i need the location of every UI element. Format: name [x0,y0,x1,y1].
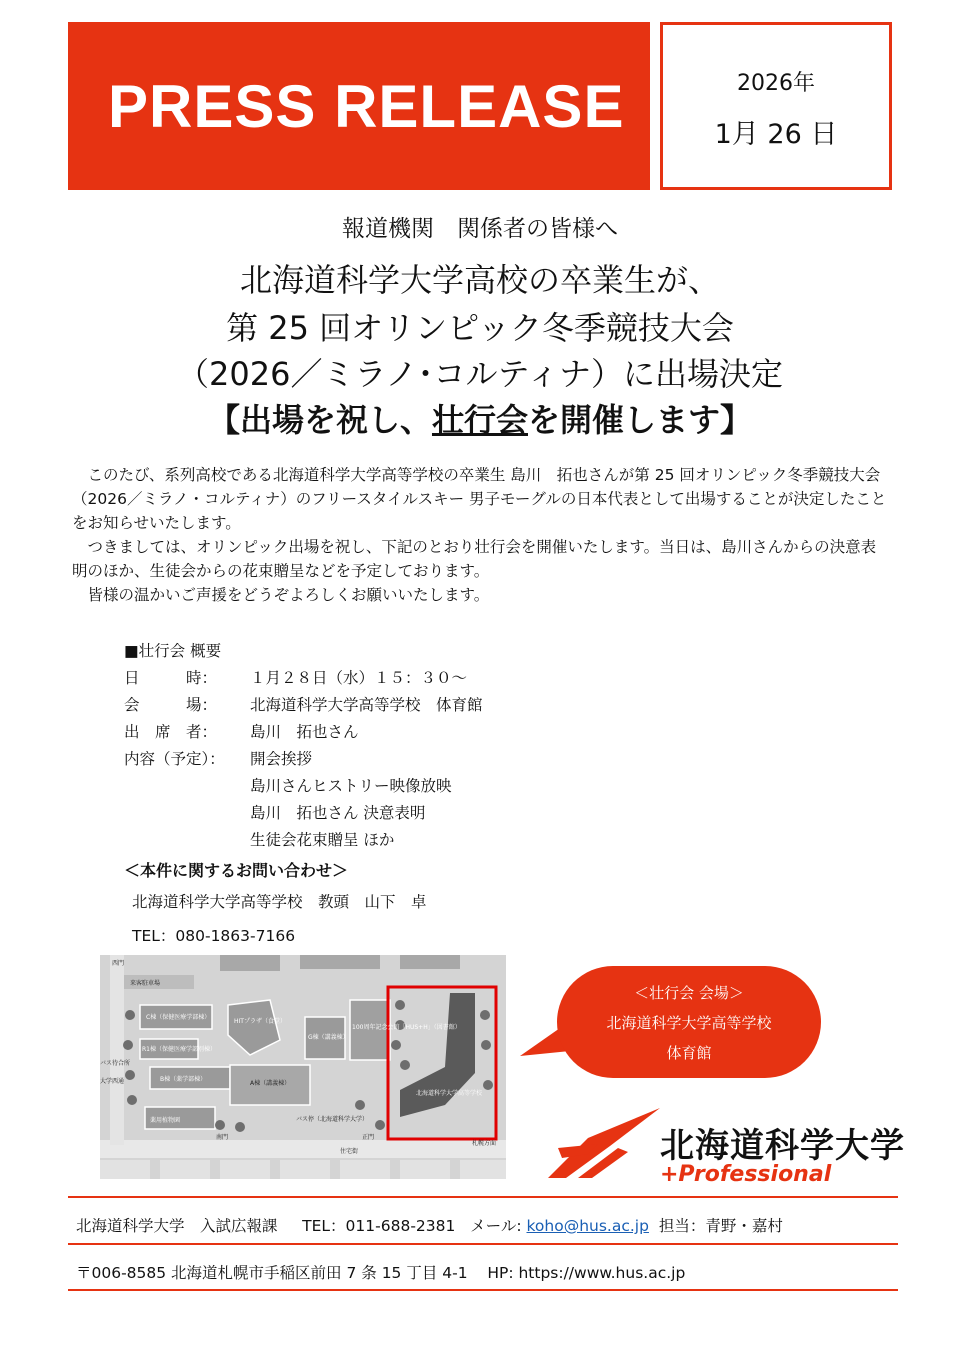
outline-content-item: 開会挨拶 [250,750,313,768]
map-label: A棟（講義棟） [250,1080,291,1087]
headline-line4 [0,394,960,446]
university-logo-tagline: +Professional [660,1162,832,1187]
callout-line3: 体育館 [666,1044,712,1062]
map-label: バス待合所 [100,1060,131,1067]
outline-content-label: 内容（予定）： [124,750,225,768]
headline-line4-pre: 【出場を祝し、 [207,401,432,439]
contact-heading: ＜本件に関するお問い合わせ＞ [124,861,349,880]
venue-callout [557,966,821,1078]
map-label: 薬用植物園 [150,1117,181,1124]
outline-date-value: １月２８日（水）１５：３０～ [250,669,468,687]
footer-tel: TEL：011-688-2381 [302,1217,456,1235]
contact-tel: TEL：080-1863-7166 [132,927,296,945]
outline-content-row-3 [124,800,483,827]
headline-line4-underlined: 壮行会 [431,401,528,439]
outline-venue-row [124,692,483,719]
map-label: HITプラザ（食堂） [234,1018,286,1025]
map-label: 正門 [362,1134,375,1141]
outline-spacer [124,773,250,800]
outline-content-item: 生徒会花束贈呈 ほか [250,831,395,849]
outline-content-item: 島川 拓也さん 決意表明 [250,804,426,822]
footer-staff: 担当：青野・嘉村 [658,1217,783,1235]
outline-content-row-2 [124,773,483,800]
map-label: 来客駐車場 [130,980,161,987]
campus-map-svg [100,955,506,1179]
date-box [660,22,892,190]
footer-mail-label: メール: [470,1217,522,1235]
footer-divider-middle [68,1243,898,1245]
footer-contact-line [76,1214,783,1236]
body-paragraph-3: 皆様の温かいご声援をどうぞよろしくお願いいたします。 [87,586,490,604]
addressee: 報道機関 関係者の皆様へ [342,216,618,242]
body-paragraph-2: つきましては、オリンピック出場を祝し、下記のとおり壮行会を開催いたします。当日は、島川さんからの決意表明のほか、生徒会からの花束贈呈などを予定しております。 [72,538,877,580]
outline-content-row-4 [124,827,483,854]
outline-content-item: 島川さんヒストリー映像放映 [250,777,452,795]
outline-content-row [124,746,483,773]
footer-address-line [76,1261,685,1283]
outline-heading: ■壮行会 概要 [124,642,222,660]
release-year: 2026年 [737,71,815,96]
footer-org: 北海道科学大学 入試広報課 [76,1217,278,1235]
headline-line4-post: を開催します】 [528,401,753,439]
outline-spacer [124,827,250,854]
callout-line1: ＜壮行会 会場＞ [634,984,744,1002]
map-label: 北海道科学大学高等学校 [416,1090,483,1097]
headline-line3: （2026／ミラノ･コルティナ）に出場決定 [177,355,783,393]
outline-venue-label: 会 場： [124,696,218,714]
outline-attendee-value: 島川 拓也さん [250,723,359,741]
map-label: バス停（北海道科学大学） [296,1116,369,1123]
map-label: 100周年記念会館「HUS+H」（図書館） [352,1024,461,1031]
campus-map [100,955,506,1179]
map-label: R1棟（保健医療学部別棟） [142,1046,216,1053]
map-label: B棟（薬学部棟） [160,1076,207,1083]
headline-line2: 第 25 回オリンピック冬季競技大会 [226,309,734,347]
university-logo-mark [548,1108,660,1182]
outline-date-row [124,665,483,692]
outline-attendee-label: 出 席 者： [124,723,218,741]
body-paragraph-1: このたび、系列高校である北海道科学大学高等学校の卒業生 島川 拓也さんが第 25 回オリンピック冬季競技大会（2026／ミラノ・コルティナ）のフリースタイルスキー 男子モーグルの日本代表として出場することが決定したことをお知らせいたします。 [72,466,887,532]
footer-divider-bottom [68,1289,898,1291]
release-day: 1月 26 日 [714,119,838,150]
outline-date-label: 日 時： [124,669,218,687]
footer-mail-link[interactable]: koho@hus.ac.jp [526,1217,649,1235]
body-text [72,463,890,607]
outline-spacer [124,800,250,827]
outline-venue-value: 北海道科学大学高等学校 体育館 [250,696,483,714]
map-label: 西門 [112,960,125,967]
map-label: 札幌方面 [472,1140,497,1147]
map-label: 大学西通 [100,1078,125,1085]
outline-attendee-row [124,719,483,746]
callout-line2: 北海道科学大学高等学校 [606,1014,772,1032]
map-label: G棟（講義棟） [308,1034,349,1041]
footer-divider-top [68,1196,898,1198]
headline-line1: 北海道科学大学高校の卒業生が、 [239,261,720,299]
footer-homepage[interactable]: HP: https://www.hus.ac.jp [487,1264,686,1282]
university-logo-name: 北海道科学大学 [660,1126,905,1166]
contact-person: 北海道科学大学高等学校 教頭 山下 卓 [132,893,427,911]
footer-address: 〒006-8585 北海道札幌市手稲区前田 7 条 15 丁目 4-1 [76,1264,468,1282]
map-label: C棟（保健医療学部棟） [146,1014,211,1021]
map-label: 住宅街 [340,1148,359,1155]
event-outline [124,638,483,854]
press-release-title: PRESS RELEASE [108,73,625,140]
map-label: 南門 [216,1134,229,1141]
